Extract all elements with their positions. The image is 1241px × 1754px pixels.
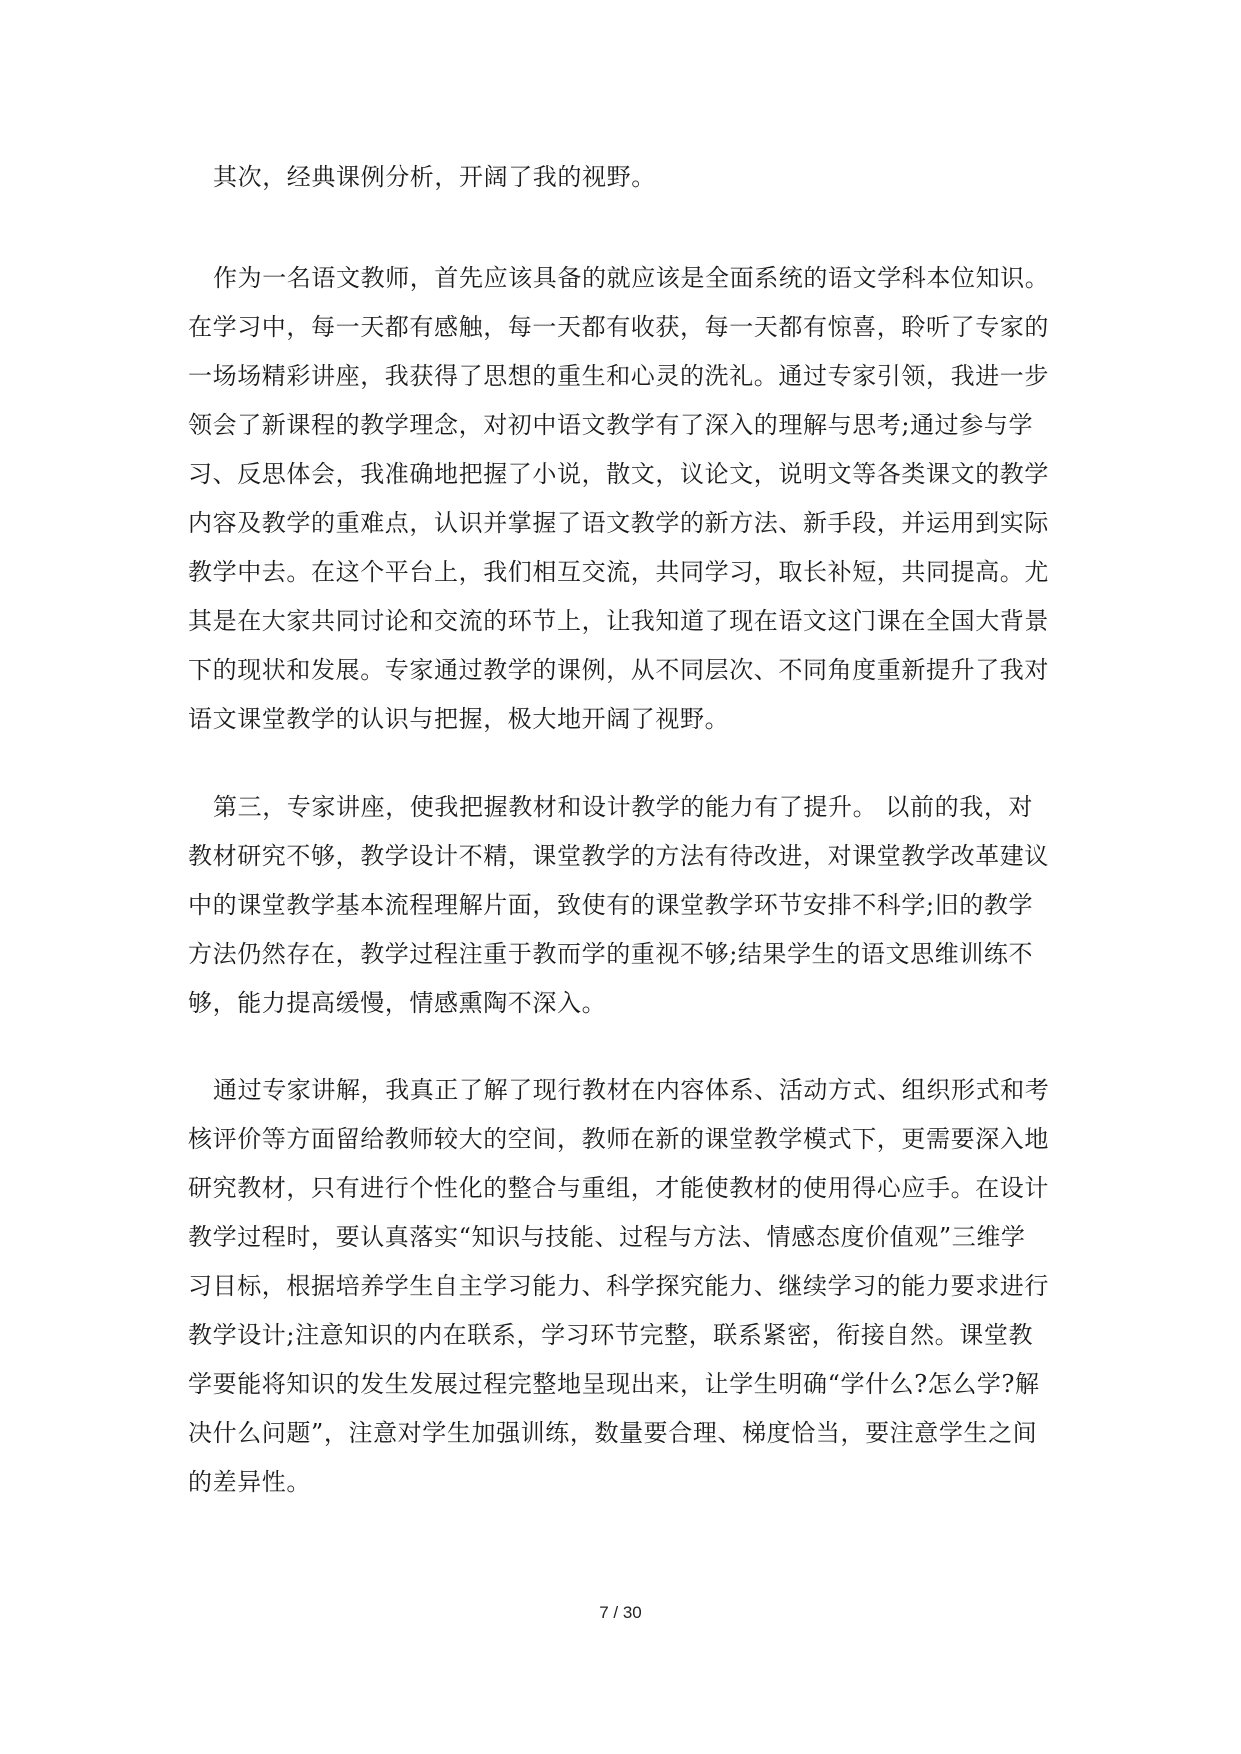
text-line: 教学过程时，要认真落实“知识与技能、过程与方法、情感态度价值观”三维学 [188, 1223, 1026, 1251]
text-line: 核评价等方面留给教师较大的空间，教师在新的课堂教学模式下，更需要深入地 [188, 1125, 1049, 1153]
text-line: 下的现状和发展。专家通过教学的课例，从不同层次、不同角度重新提升了我对 [188, 656, 1049, 684]
text-line: 教学中去。在这个平台上，我们相互交流，共同学习，取长补短，共同提高。尤 [188, 558, 1049, 586]
text-line: 学要能将知识的发生发展过程完整地呈现出来，让学生明确“学什么?怎么学?解 [188, 1370, 1040, 1398]
text-line: 通过专家讲解，我真正了解了现行教材在内容体系、活动方式、组织形式和考 [213, 1076, 1050, 1104]
text-line: 教材研究不够，教学设计不精，课堂教学的方法有待改进，对课堂教学改革建议 [188, 842, 1049, 870]
text-line: 教学设计;注意知识的内在联系，学习环节完整，联系紧密，衔接自然。课堂教 [188, 1321, 1034, 1349]
text-line: 作为一名语文教师，首先应该具备的就应该是全面系统的语文学科本位知识。 [213, 264, 1050, 292]
paragraph-chinese-teacher-knowledge [188, 254, 1060, 744]
text-line: 够，能力提高缓慢，情感熏陶不深入。 [188, 989, 607, 1017]
text-line: 内容及教学的重难点，认识并掌握了语文教学的新方法、新手段，并运用到实际 [188, 509, 1049, 537]
text-line: 决什么问题”，注意对学生加强训练，数量要合理、梯度恰当，要注意学生之间 [188, 1419, 1038, 1447]
text-line: 其次，经典课例分析，开阔了我的视野。 [213, 163, 656, 191]
paragraph-expert-lecture [188, 783, 1060, 1028]
text-line: 一场场精彩讲座，我获得了思想的重生和心灵的洗礼。通过专家引领，我进一步 [188, 362, 1049, 390]
text-line: 第三，专家讲座，使我把握教材和设计教学的能力有了提升。 以前的我，对 [213, 793, 1034, 821]
text-line: 研究教材，只有进行个性化的整合与重组，才能使教材的使用得心应手。在设计 [188, 1174, 1049, 1202]
paragraph-textbook-analysis [188, 1066, 1060, 1507]
text-line: 领会了新课程的教学理念，对初中语文教学有了深入的理解与思考;通过参与学 [188, 411, 1034, 439]
page-number: 7 / 30 [599, 1603, 642, 1622]
text-line: 习目标，根据培养学生自主学习能力、科学探究能力、继续学习的能力要求进行 [188, 1272, 1049, 1300]
text-line: 其是在大家共同讨论和交流的环节上，让我知道了现在语文这门课在全国大背景 [188, 607, 1049, 635]
text-line: 在学习中，每一天都有感触，每一天都有收获，每一天都有惊喜，聆听了专家的 [188, 313, 1049, 341]
text-line: 方法仍然存在，教学过程注重于教而学的重视不够;结果学生的语文思维训练不 [188, 940, 1034, 968]
text-line: 的差异性。 [188, 1468, 311, 1496]
text-line: 习、反思体会，我准确地把握了小说，散文，议论文，说明文等各类课文的教学 [188, 460, 1049, 488]
text-line: 语文课堂教学的认识与把握，极大地开阔了视野。 [188, 705, 730, 733]
text-line: 中的课堂教学基本流程理解片面，致使有的课堂教学环节安排不科学;旧的教学 [188, 891, 1034, 919]
paragraph-classic-case-analysis [188, 153, 1060, 202]
